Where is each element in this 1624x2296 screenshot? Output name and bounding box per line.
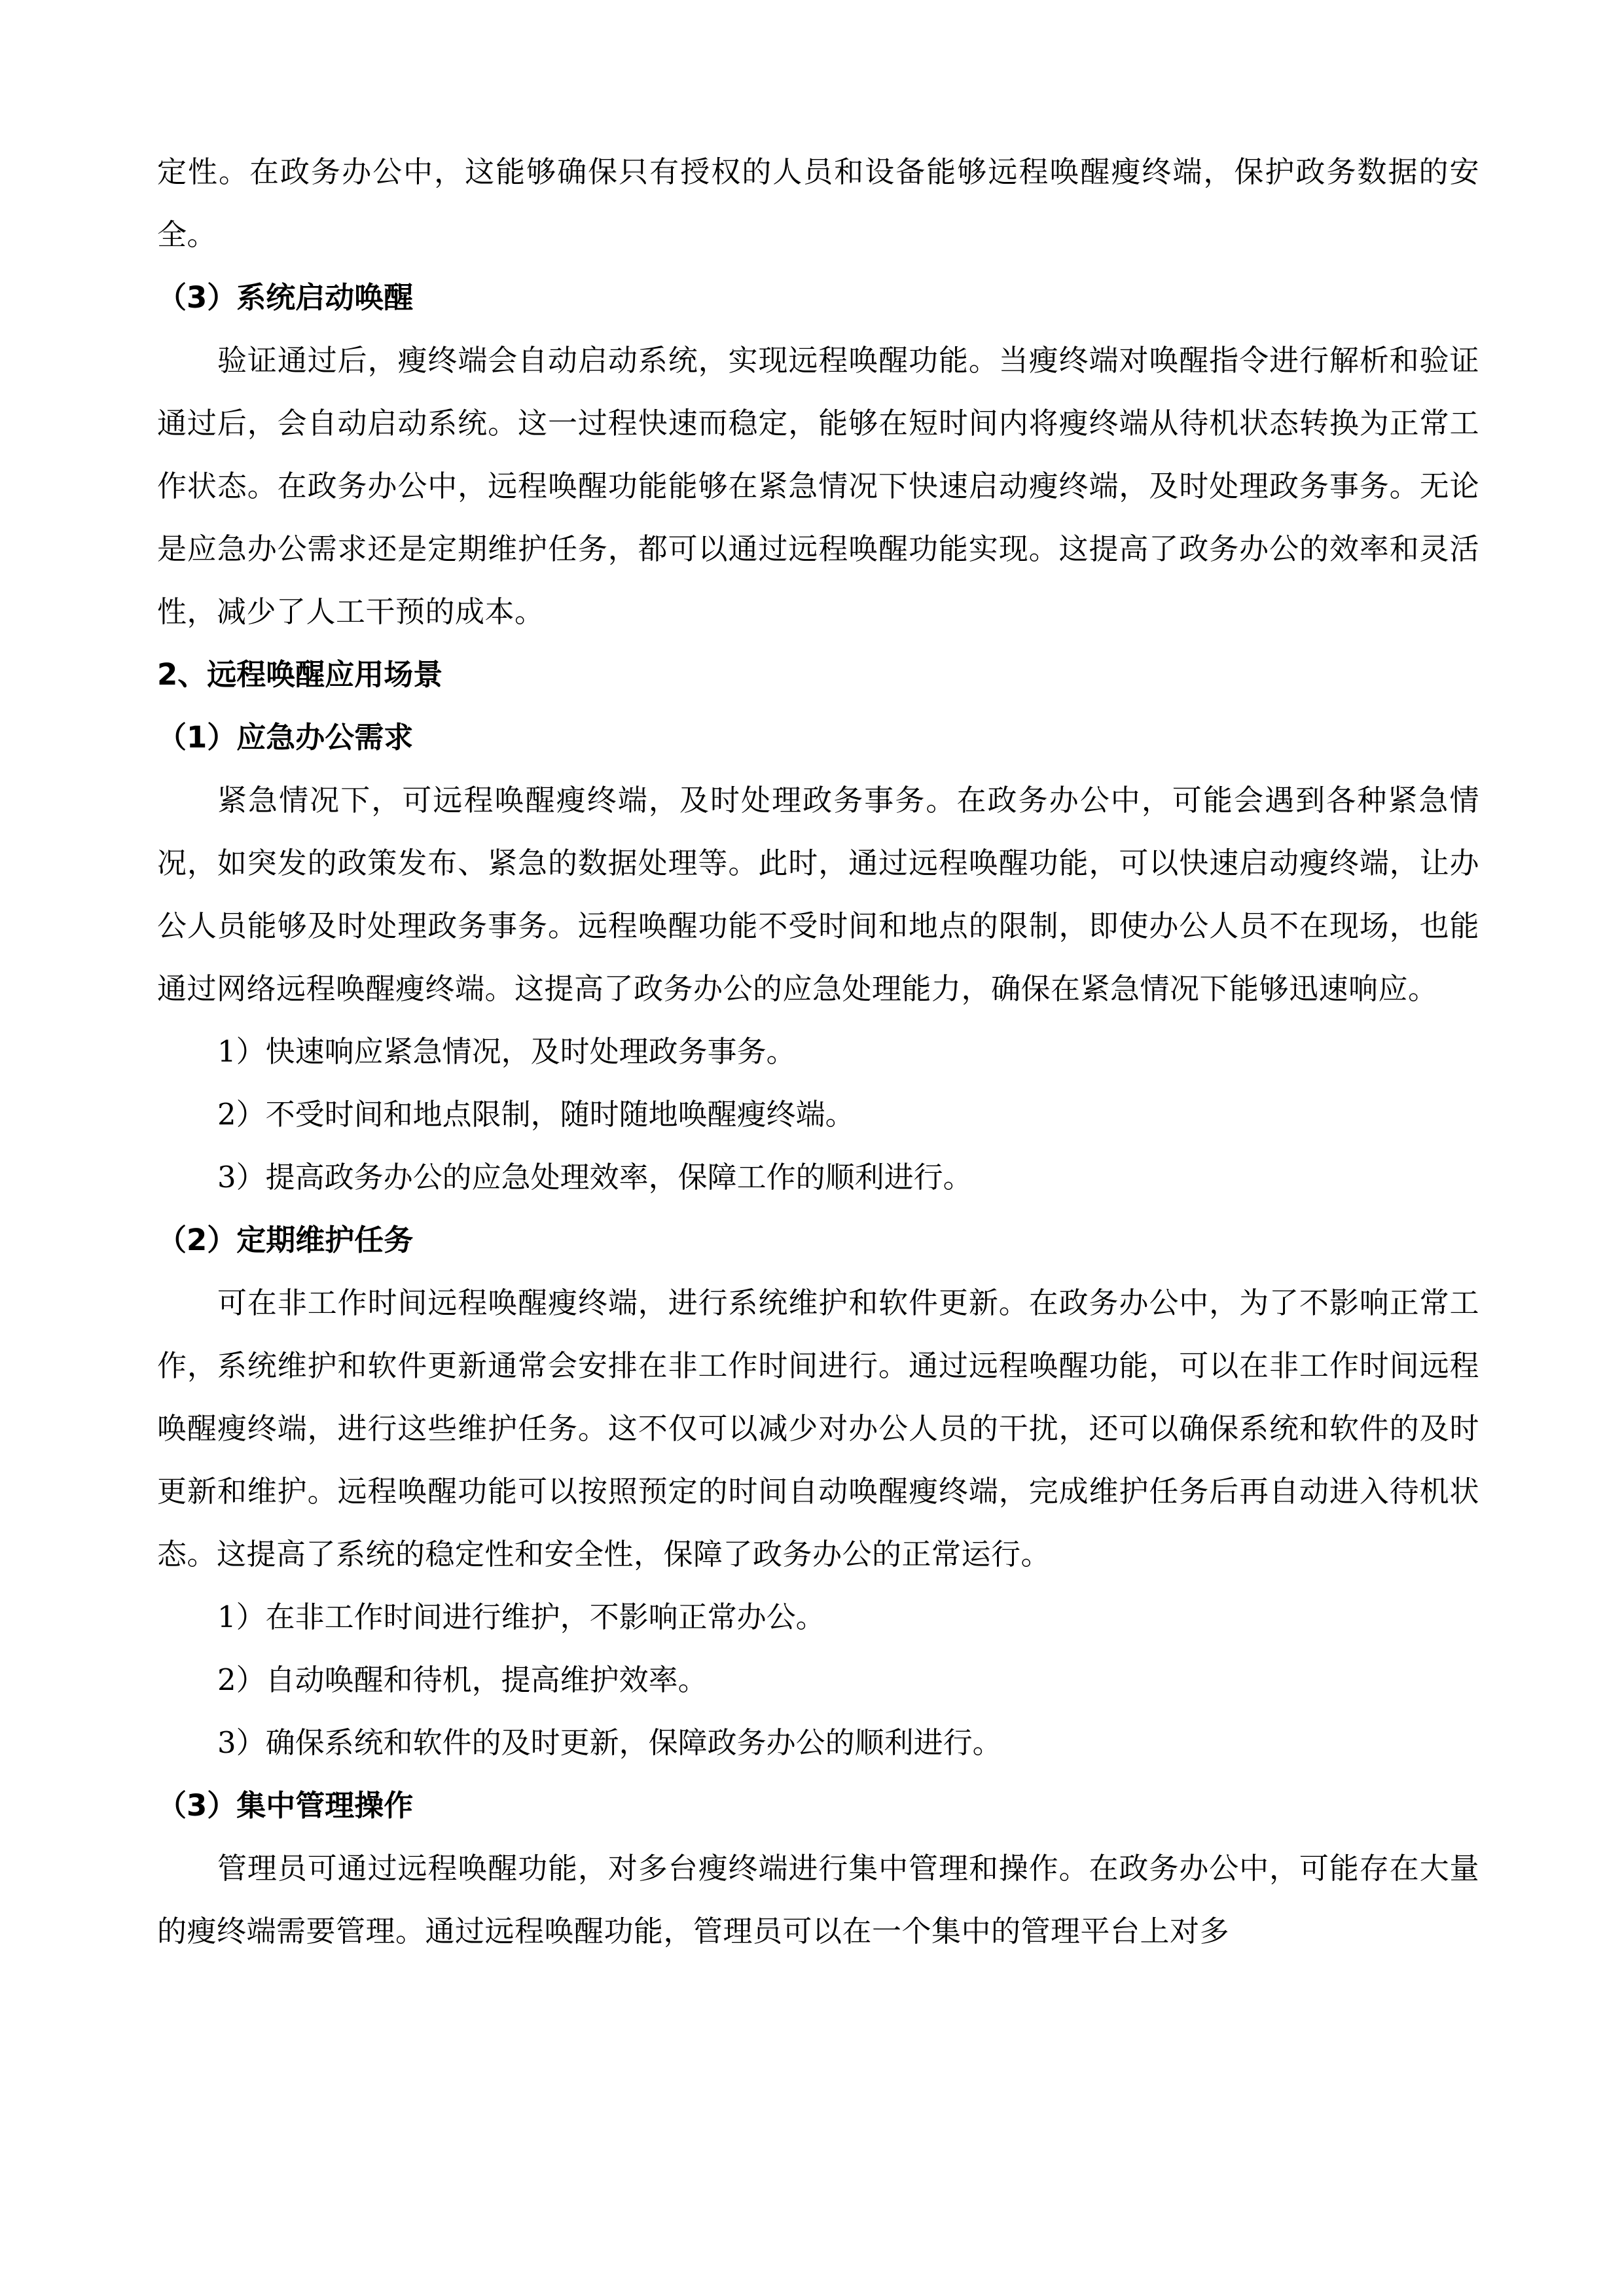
section-heading-emergency-office: （1）应急办公需求 (157, 720, 414, 755)
section-heading-centralized-management: （3）集中管理操作 (157, 1788, 414, 1823)
paragraph-emergency-office: 紧急情况下，可远程唤醒瘦终端，及时处理政务事务。在政务办公中，可能会遇到各种紧急情况，如突发的政策发布、紧急的数据处理等。此时，通过远程唤醒功能，可以快速启动瘦终端，让办公人员能够及时处理政务事务。远程唤醒功能不受时间和地点的限制，即使办公人员不在现场，也能通过网络远程唤醒瘦终端。这提高了政务办公的应急处理能力，确保在紧急情况下能够迅速响应。 (157, 783, 1479, 1006)
list-item: 2）不受时间和地点限制，随时随地唤醒瘦终端。 (217, 1097, 855, 1132)
section-heading-system-startup: （3）系统启动唤醒 (157, 280, 414, 315)
section-heading-application-scenarios: 2、远程唤醒应用场景 (157, 657, 443, 692)
list-item: 1）快速响应紧急情况，及时处理政务事务。 (217, 1034, 796, 1069)
paragraph-centralized-management: 管理员可通过远程唤醒功能，对多台瘦终端进行集中管理和操作。在政务办公中，可能存在大量的瘦终端需要管理。通过远程唤醒功能，管理员可以在一个集中的管理平台上对多 (157, 1851, 1479, 1948)
list-item: 3）提高政务办公的应急处理效率，保障工作的顺利进行。 (217, 1160, 973, 1194)
list-item: 3）确保系统和软件的及时更新，保障政务办公的顺利进行。 (217, 1725, 1002, 1760)
list-item: 2）自动唤醒和待机，提高维护效率。 (217, 1662, 708, 1697)
paragraph-continued: 定性。在政务办公中，这能够确保只有授权的人员和设备能够远程唤醒瘦终端，保护政务数据的安全。 (157, 154, 1479, 252)
section-heading-scheduled-maintenance: （2）定期维护任务 (157, 1223, 414, 1257)
document-body (157, 141, 1479, 1963)
paragraph-scheduled-maintenance: 可在非工作时间远程唤醒瘦终端，进行系统维护和软件更新。在政务办公中，为了不影响正常工作，系统维护和软件更新通常会安排在非工作时间进行。通过远程唤醒功能，可以在非工作时间远程唤醒瘦终端，进行这些维护任务。这不仅可以减少对办公人员的干扰，还可以确保系统和软件的及时更新和维护。远程唤醒功能可以按照预定的时间自动唤醒瘦终端，完成维护任务后再自动进入待机状态。这提高了系统的稳定性和安全性，保障了政务办公的正常运行。 (157, 1285, 1479, 1571)
list-item: 1）在非工作时间进行维护，不影响正常办公。 (217, 1600, 825, 1634)
paragraph-system-startup: 验证通过后，瘦终端会自动启动系统，实现远程唤醒功能。当瘦终端对唤醒指令进行解析和验证通过后，会自动启动系统。这一过程快速而稳定，能够在短时间内将瘦终端从待机状态转换为正常工作状态。在政务办公中，远程唤醒功能能够在紧急情况下快速启动瘦终端，及时处理政务事务。无论是应急办公需求还是定期维护任务，都可以通过远程唤醒功能实现。这提高了政务办公的效率和灵活性，减少了人工干预的成本。 (157, 343, 1479, 629)
